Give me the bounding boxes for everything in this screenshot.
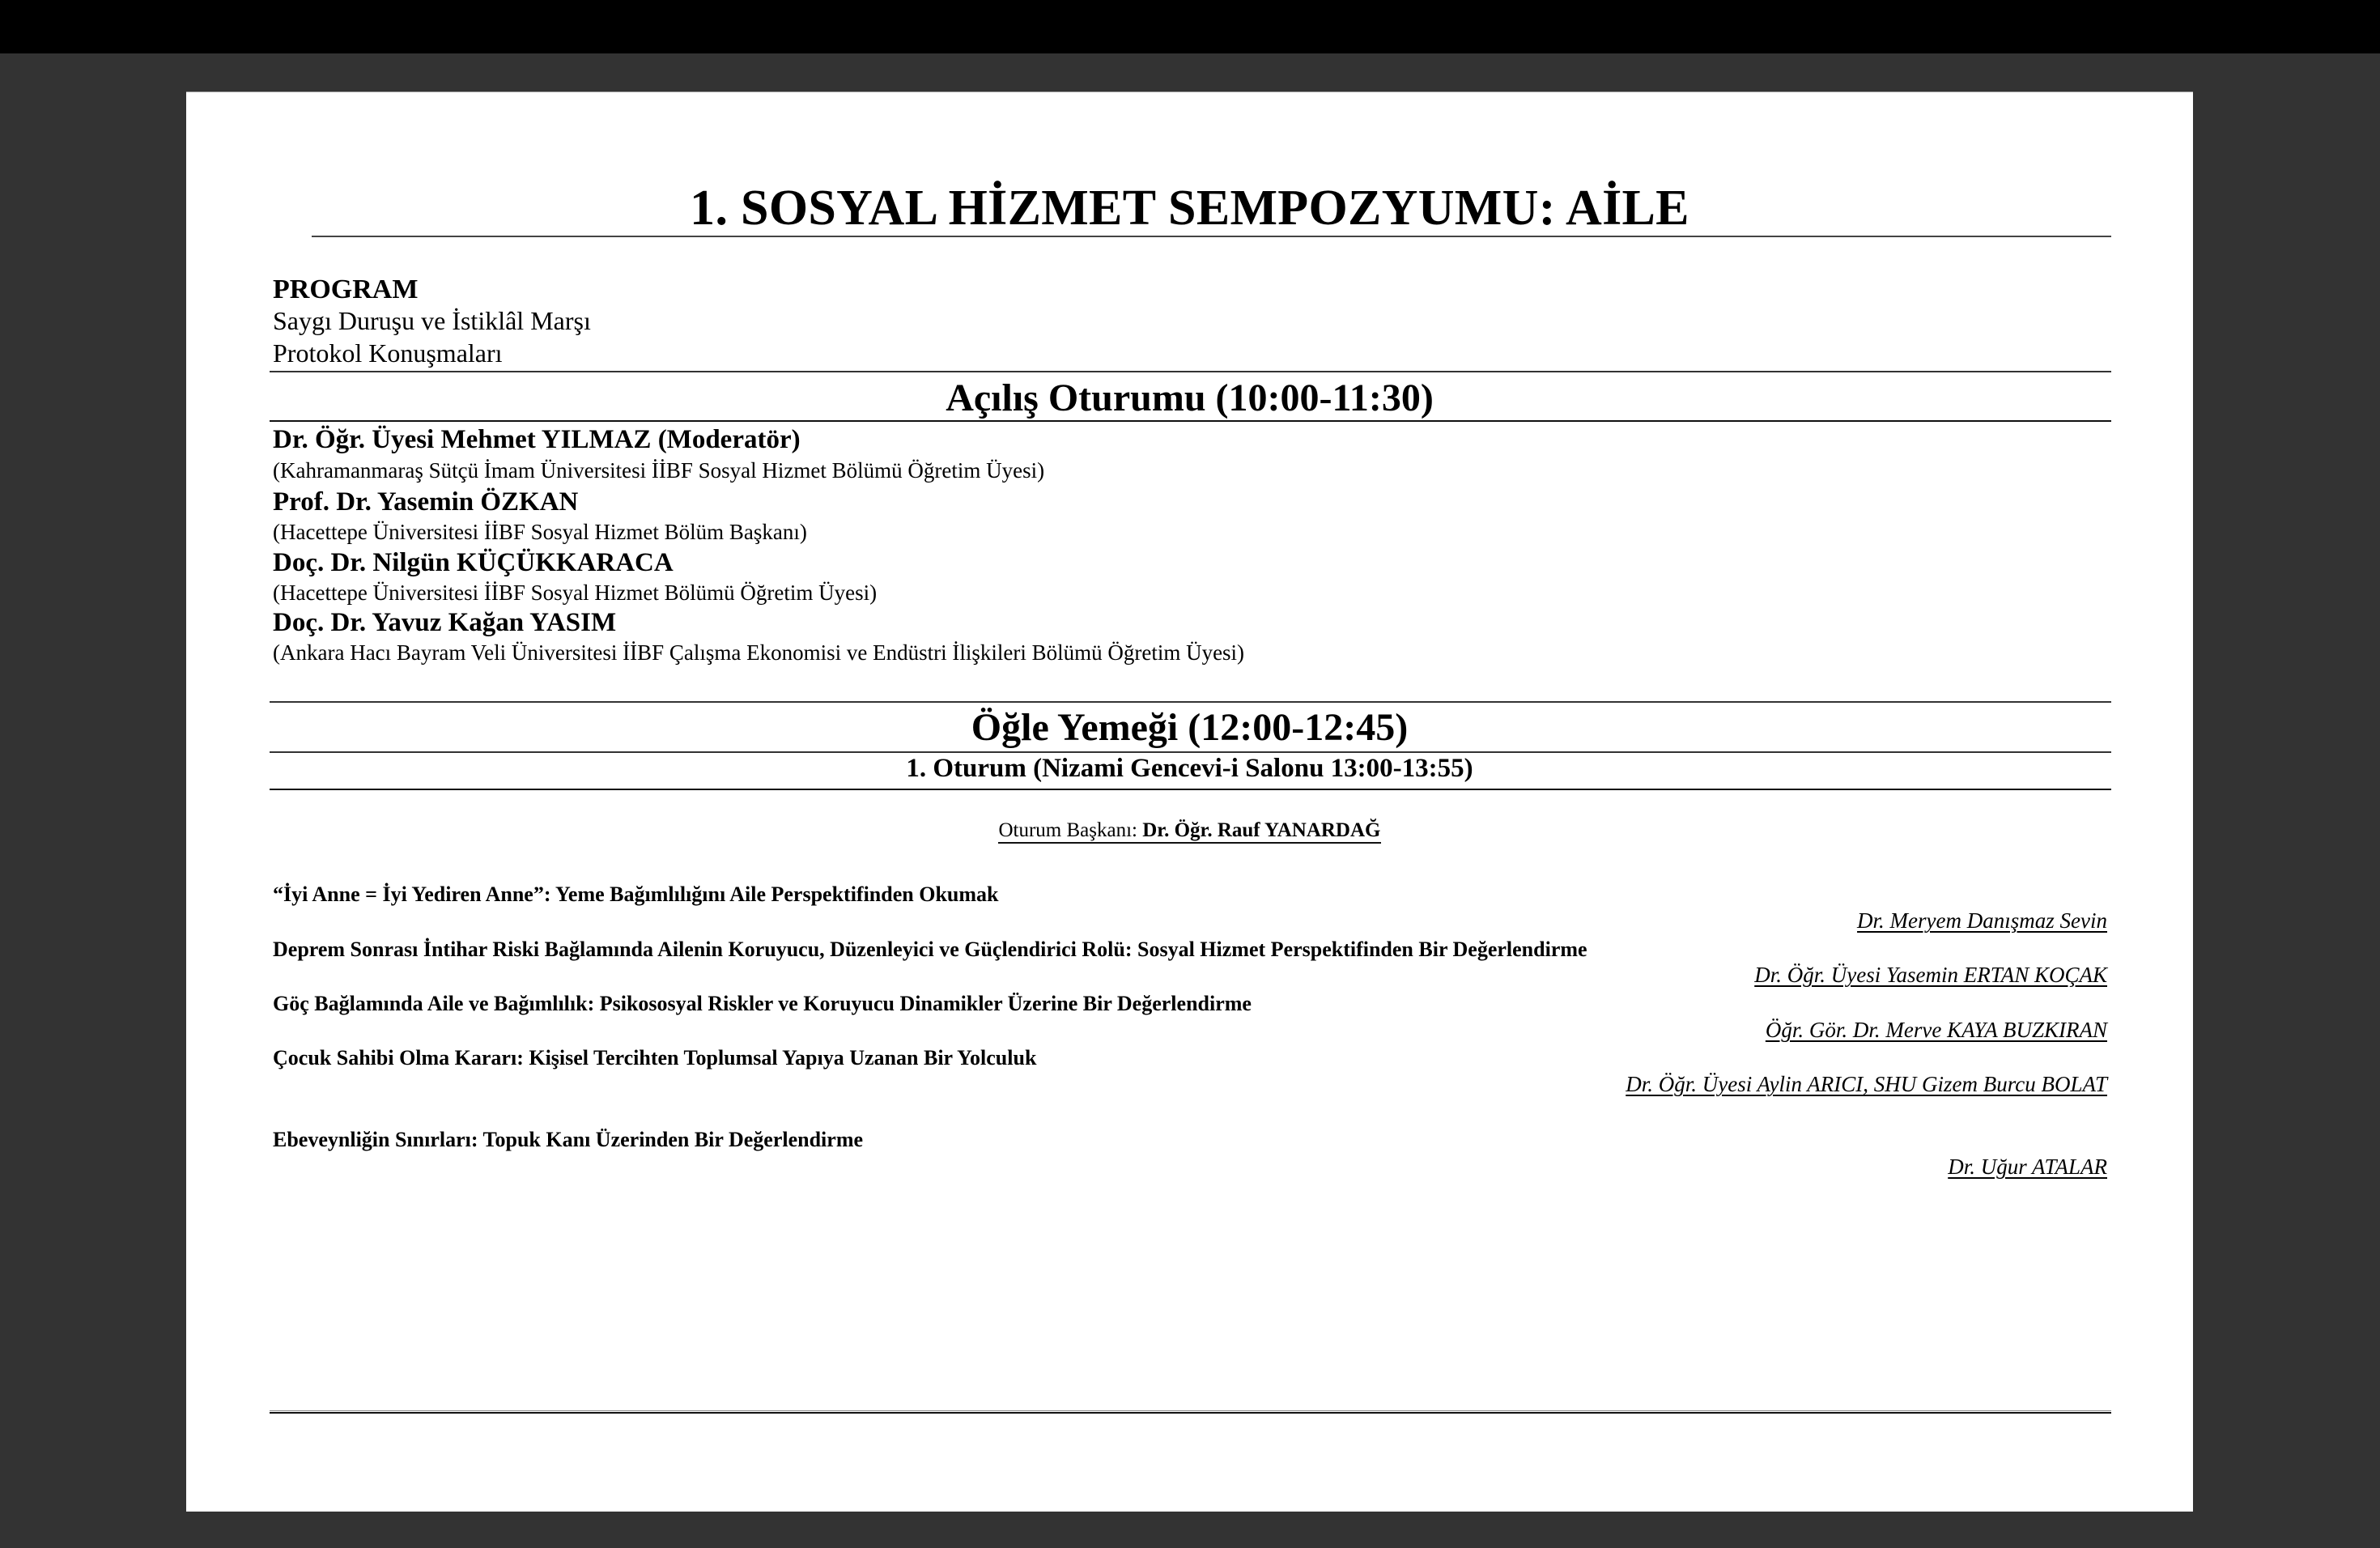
lunch-title: Öğle Yemeği (12:00-12:45) (971, 706, 1409, 749)
session-chair-label: Oturum Başkanı: (998, 819, 1143, 841)
title-underline (312, 236, 2111, 237)
paper-title: Ebeveynliğin Sınırları: Topuk Kanı Üzerinden Bir Değerlendirme (273, 1128, 864, 1151)
paper-title: “İyi Anne = İyi Yediren Anne”: Yeme Bağımlılığını Aile Perspektifinden Okumak (273, 882, 999, 906)
speaker-affiliation: (Hacettepe Üniversitesi İİBF Sosyal Hizmet Bölüm Başkanı) (273, 520, 807, 544)
speaker-affiliation: (Kahramanmaraş Sütçü İmam Üniversitesi İİBF Sosyal Hizmet Bölümü Öğretim Üyesi) (273, 458, 1045, 483)
footer-divider (270, 1410, 2111, 1414)
program-heading: PROGRAM (273, 274, 419, 304)
paper-title: Deprem Sonrası İntihar Riski Bağlamında Ailenin Koruyucu, Düzenleyici ve Güçlendirici Rolü: Sosyal Hizmet Perspektifinden Bir Değerlendirme (273, 938, 1587, 961)
section-divider (270, 789, 2111, 790)
session-1-title: 1. Oturum (Nizami Gencevi-i Salonu 13:00-13:55) (906, 754, 1473, 783)
speaker-name: Doç. Dr. Nilgün KÜÇÜKKARACA (273, 548, 674, 577)
paper-authors: Öğr. Gör. Dr. Merve KAYA BUZKIRAN (1765, 1018, 2107, 1042)
section-divider (270, 701, 2111, 703)
section-divider (270, 420, 2111, 422)
viewer-top-bar (0, 0, 2380, 53)
program-item: Saygı Duruşu ve İstiklâl Marşı (273, 306, 591, 335)
paper-authors: Dr. Öğr. Üyesi Aylin ARICI, SHU Gizem Burcu BOLAT (1626, 1072, 2107, 1096)
document-page (186, 91, 2193, 1512)
speaker-name: Doç. Dr. Yavuz Kağan YASIM (273, 608, 617, 637)
section-divider (270, 371, 2111, 372)
paper-authors: Dr. Uğur ATALAR (1948, 1155, 2107, 1179)
opening-session-title: Açılış Oturumu (10:00-11:30) (946, 376, 1434, 419)
session-chair-name: Dr. Öğr. Rauf YANARDAĞ (1142, 819, 1381, 841)
paper-authors: Dr. Öğr. Üyesi Yasemin ERTAN KOÇAK (1754, 963, 2107, 987)
paper-authors: Dr. Meryem Danışmaz Sevin (1857, 908, 2107, 933)
session-chair (186, 819, 2193, 843)
speaker-name: Dr. Öğr. Üyesi Mehmet YILMAZ (Moderatör) (273, 425, 801, 454)
speaker-affiliation: (Hacettepe Üniversitesi İİBF Sosyal Hizmet Bölümü Öğretim Üyesi) (273, 580, 878, 605)
speaker-affiliation: (Ankara Hacı Bayram Veli Üniversitesi İİBF Çalışma Ekonomisi ve Endüstri İlişkileri Bölümü Öğretim Üyesi) (273, 640, 1245, 665)
paper-title: Göç Bağlamında Aile ve Bağımlılık: Psikososyal Riskler ve Koruyucu Dinamikler Üzerine Bir Değerlendirme (273, 992, 1252, 1015)
paper-title: Çocuk Sahibi Olma Kararı: Kişisel Tercihten Toplumsal Yapıya Uzanan Bir Yolculuk (273, 1046, 1037, 1070)
speaker-name: Prof. Dr. Yasemin ÖZKAN (273, 487, 579, 517)
document-title: 1. SOSYAL HİZMET SEMPOZYUMU: AİLE (690, 181, 1689, 236)
program-item: Protokol Konuşmaları (273, 338, 503, 368)
